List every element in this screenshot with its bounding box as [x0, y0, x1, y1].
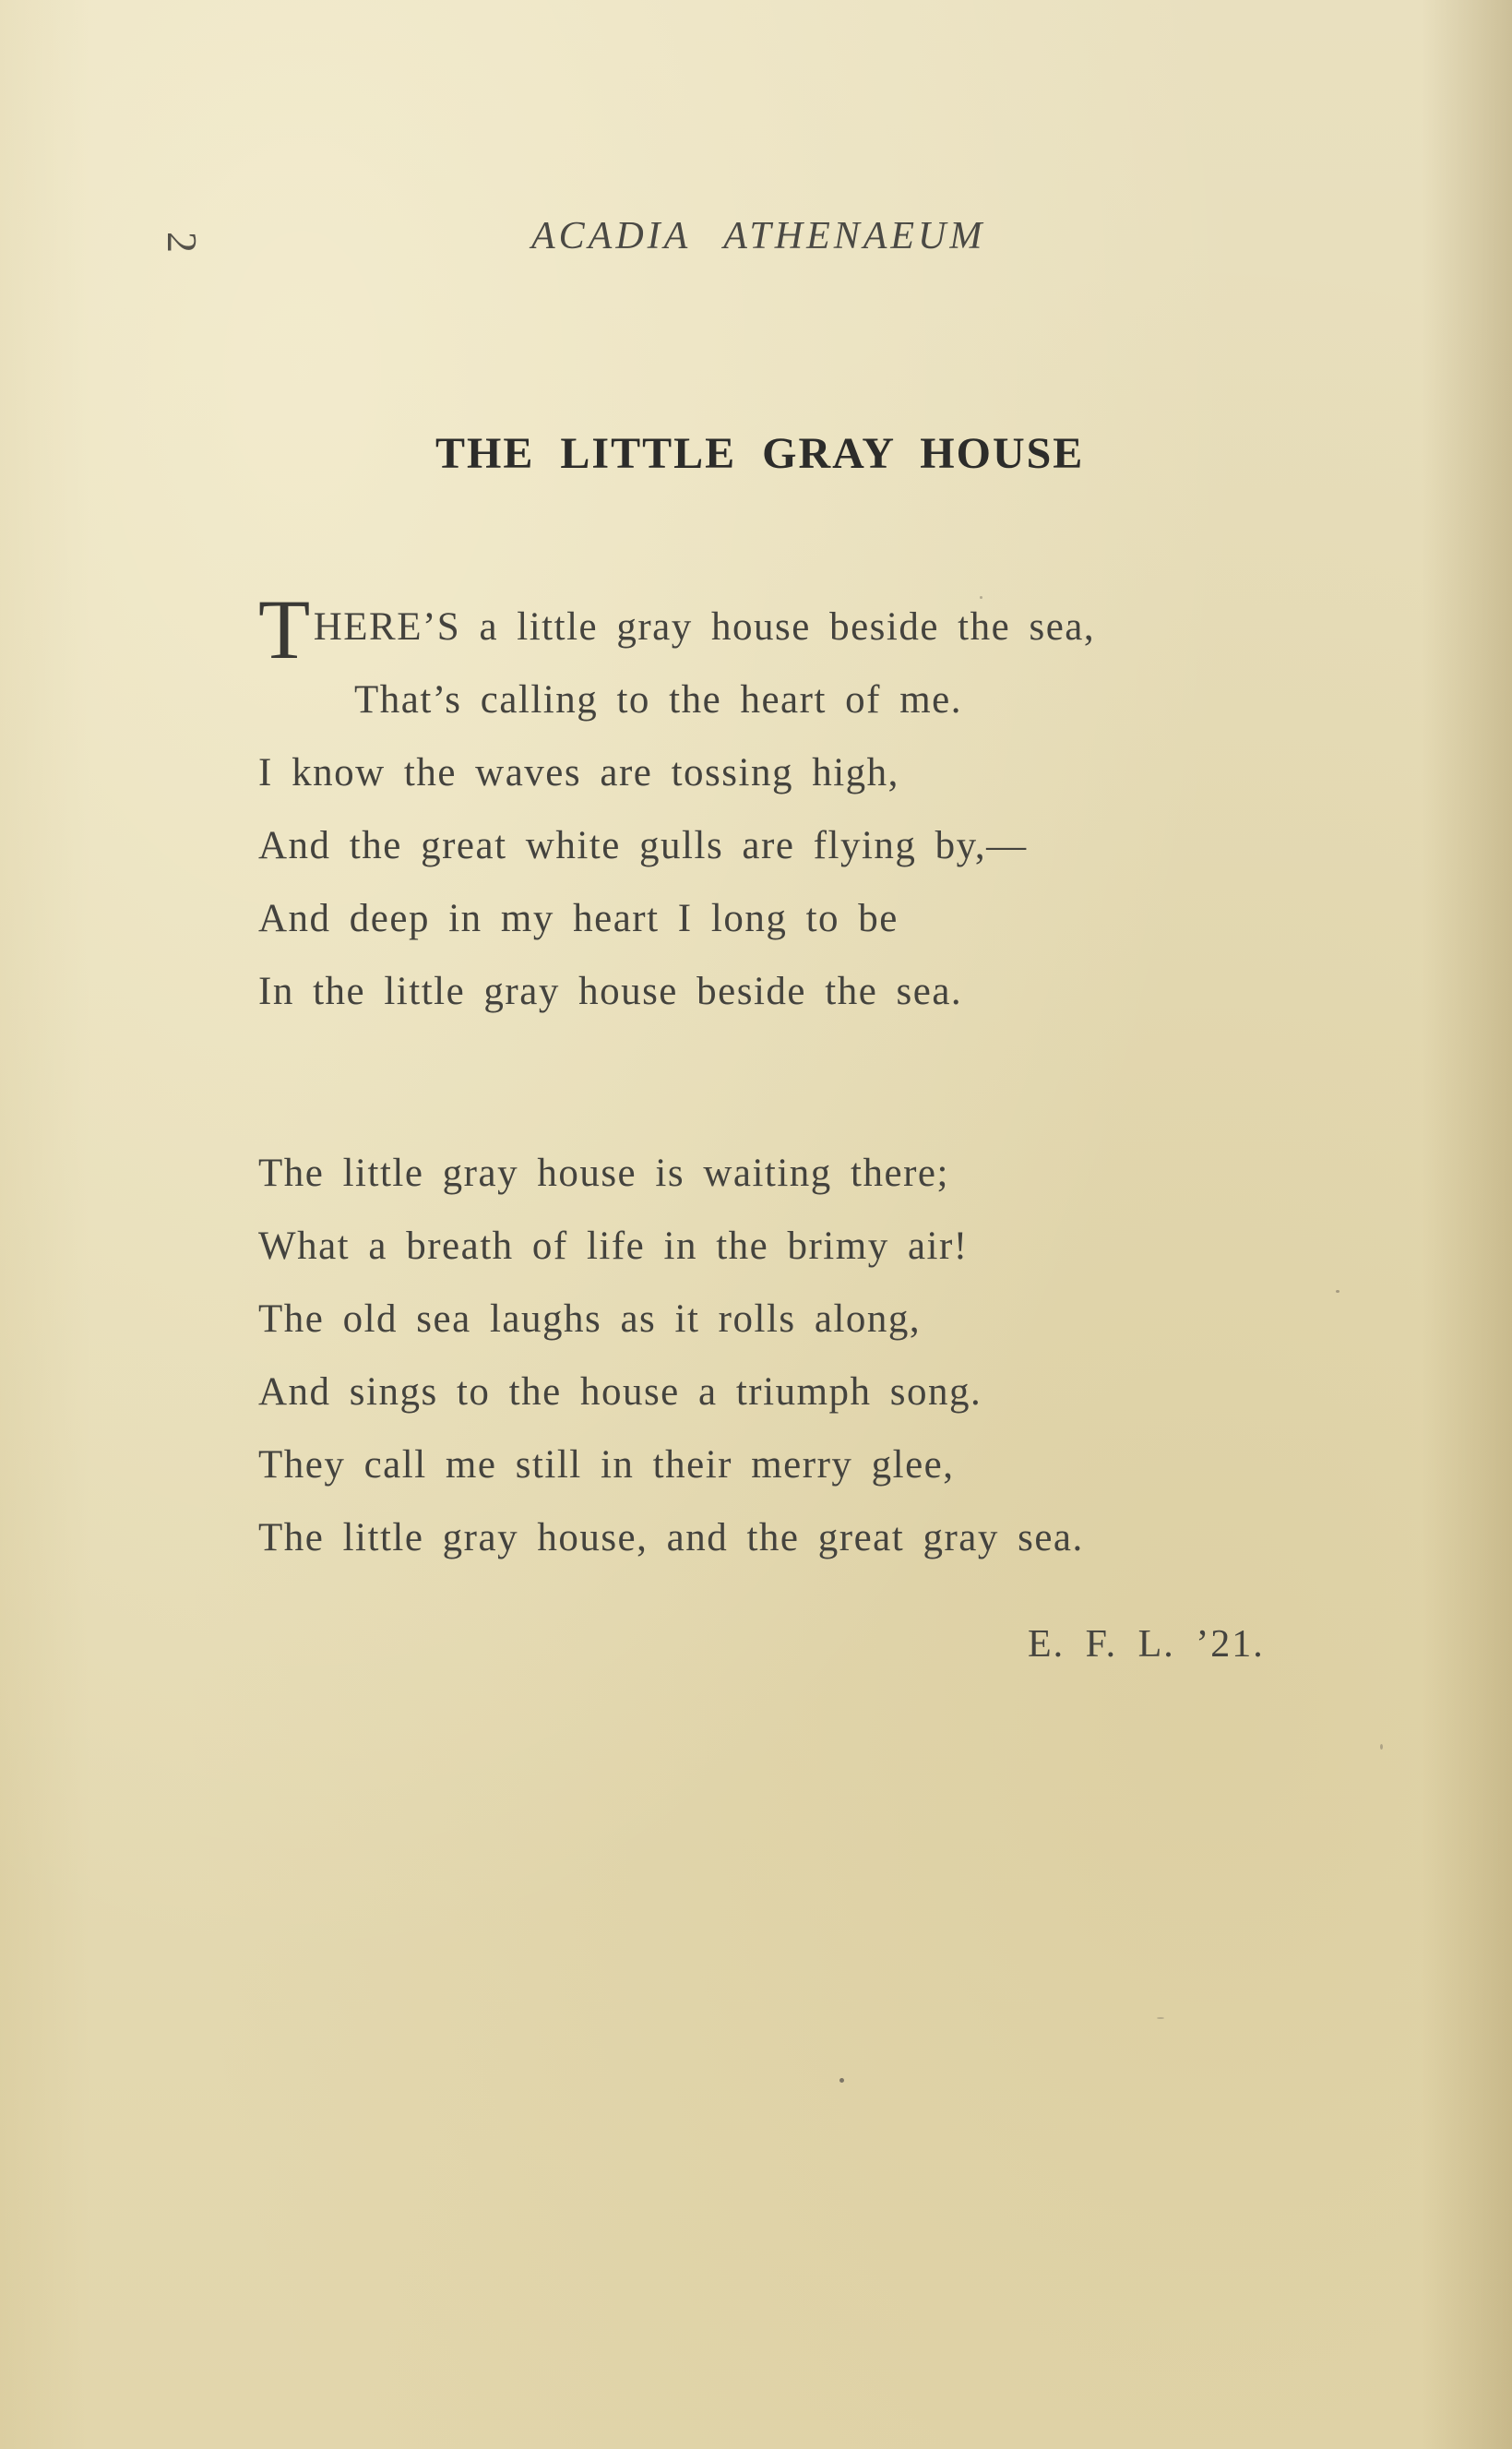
paper-speck [1380, 1744, 1383, 1750]
stanza-gap [258, 1028, 1292, 1137]
paper-speck [1336, 1290, 1339, 1293]
poem-line: What a breath of life in the brimy air! [258, 1224, 969, 1268]
poem-line: And the great white gulls are flying by,— [258, 824, 1028, 867]
poem-line: They call me still in their merry glee, [258, 1443, 955, 1487]
paper-speck [839, 2078, 844, 2083]
author-signature: E. F. L. ’21. [1028, 1623, 1265, 1666]
poem-line: The little gray house, and the great gray sea. [258, 1516, 1084, 1559]
poem-line: That’s calling to the heart of me. [354, 678, 963, 722]
poem-line-text: HERE’S a little gray house beside the sea, [313, 605, 1096, 649]
poem-body [258, 582, 1292, 1574]
poem-line [258, 582, 1292, 676]
stanza-2 [258, 1137, 1292, 1574]
page-number: 2 [159, 232, 206, 253]
paper-speck [980, 596, 982, 599]
running-head: ACADIA ATHENAEUM [531, 215, 986, 257]
poem-line: The old sea laughs as it rolls along, [258, 1297, 922, 1341]
poem-title: THE LITTLE GRAY HOUSE [435, 429, 1085, 478]
stanza-1 [258, 582, 1292, 1028]
drop-cap: T [258, 582, 312, 676]
paper-speck [1157, 2017, 1164, 2019]
poem-line: The little gray house is waiting there; [258, 1152, 949, 1195]
poem-line: In the little gray house beside the sea. [258, 970, 963, 1013]
poem-line: I know the waves are tossing high, [258, 751, 899, 794]
poem-line: And sings to the house a triumph song. [258, 1370, 982, 1414]
poem-line: And deep in my heart I long to be [258, 897, 899, 940]
